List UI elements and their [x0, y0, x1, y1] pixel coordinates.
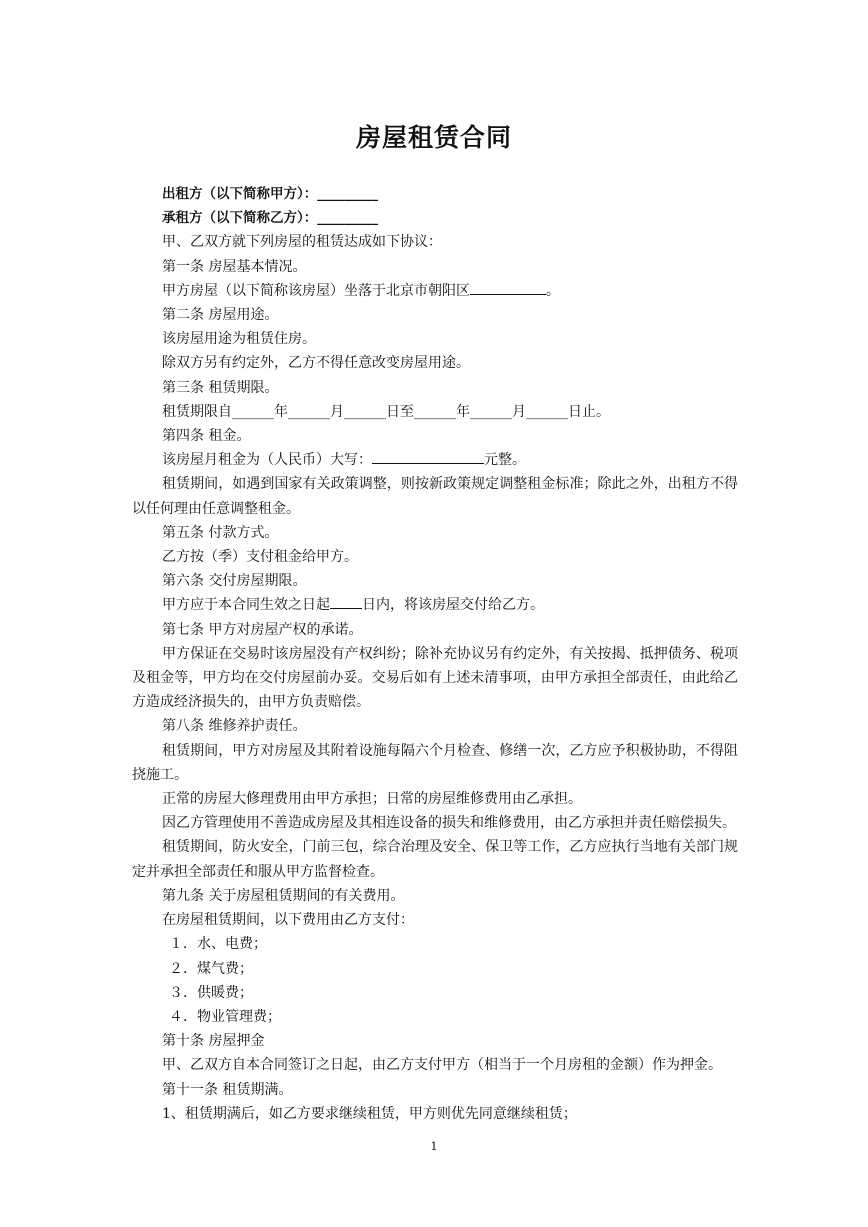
days-blank — [330, 594, 362, 609]
article-2-text-2: 除双方另有约定外，乙方不得任意改变房屋用途。 — [162, 355, 470, 372]
article-8-text-4: 租赁期间，防火安全，门前三包，综合治理及安全、保卫等工作，乙方应执行当地有关部门规定并承担全部责任和服从甲方监督检查。 — [132, 839, 738, 880]
article-8-heading: 第八条 维修养护责任。 — [162, 718, 307, 735]
article-10-text: 甲、乙双方自本合同签订之日起，由乙方支付甲方（相当于一个月房租的金额）作为押金。 — [162, 1057, 722, 1074]
article-2-text-1: 该房屋用途为租赁住房。 — [162, 331, 316, 348]
article-11-heading: 第十一条 租赁期满。 — [162, 1081, 293, 1098]
article-11-text-1: 1、租赁期满后，如乙方要求继续租赁，甲方则优先同意继续租赁； — [162, 1105, 577, 1122]
article-6-heading: 第六条 交付房屋期限。 — [162, 573, 307, 590]
article-2-heading: 第二条 房屋用途。 — [162, 307, 279, 324]
fee-list-item: ２．煤气费； — [169, 960, 253, 977]
article-7-heading: 第七条 甲方对房屋产权的承诺。 — [162, 621, 363, 638]
article-8-text-3: 因乙方管理使用不善造成房屋及其相连设备的损失和维修费用，由乙方承担并责任赔偿损失。 — [162, 815, 736, 832]
article-7-text: 甲方保证在交易时该房屋没有产权纠纷；除补充协议另有约定外，有关按揭、抵押债务、税项及租金等，甲方均在交付房屋前办妥。交易后如有上述未清事项，由甲方承担全部责任，由此给乙方造成经济损失的，由甲方负责赔偿。 — [132, 645, 738, 711]
article-1-text — [132, 279, 738, 303]
article-1-heading: 第一条 房屋基本情况。 — [162, 258, 307, 275]
article-9-heading: 第九条 关于房屋租赁期间的有关费用。 — [162, 887, 405, 904]
intro-paragraph: 甲、乙双方就下列房屋的租赁达成如下协议： — [162, 234, 442, 251]
fee-list-item: ３．供暖费； — [169, 984, 253, 1001]
article-4-text-1-start: 该房屋月租金为（人民币）大写： — [162, 452, 372, 469]
article-6-text-end: 日内，将该房屋交付给乙方。 — [362, 597, 544, 614]
article-6-text — [132, 593, 738, 617]
article-4-text-1 — [132, 448, 738, 472]
page-number: 1 — [430, 1140, 438, 1153]
article-1-text-end: 。 — [546, 282, 560, 299]
article-9-text: 在房屋租赁期间，以下费用由乙方支付： — [162, 912, 414, 929]
rent-amount-blank — [372, 449, 484, 464]
article-3-text: 租赁期限自______年______月______日至______年______月______日止。 — [162, 403, 610, 420]
article-1-text-start: 甲方房屋（以下简称该房屋）坐落于北京市朝阳区 — [162, 282, 470, 299]
article-4-text-2: 租赁期间，如遇到国家有关政策调整，则按新政策规定调整租金标准；除此之外，出租方不得以任何理由任意调整租金。 — [132, 476, 738, 517]
contract-body — [132, 182, 738, 1126]
lessor-line: 出租方（以下简称甲方）：_________ — [162, 186, 378, 202]
article-5-heading: 第五条 付款方式。 — [162, 524, 279, 541]
article-8-text-1: 租赁期间，甲方对房屋及其附着设施每隔六个月检查、修缮一次，乙方应予积极协助，不得阻挠施工。 — [132, 742, 738, 783]
article-5-text: 乙方按（季）支付租金给甲方。 — [162, 549, 358, 566]
lessee-line: 承租方（以下简称乙方）：_________ — [162, 210, 378, 227]
article-8-text-2: 正常的房屋大修理费用由甲方承担；日常的房屋维修费用由乙承担。 — [162, 791, 582, 808]
document-title: 房屋租赁合同 — [355, 123, 512, 152]
fee-list-item: ４．物业管理费； — [169, 1008, 281, 1025]
article-3-heading: 第三条 租赁期限。 — [162, 379, 279, 396]
article-6-text-start: 甲方应于本合同生效之日起 — [162, 597, 330, 614]
article-4-heading: 第四条 租金。 — [162, 428, 251, 445]
fee-list-item: １．水、电费； — [169, 936, 267, 953]
article-10-heading: 第十条 房屋押金 — [162, 1033, 265, 1050]
address-blank — [470, 280, 546, 295]
article-4-text-1-end: 元整。 — [484, 452, 526, 469]
